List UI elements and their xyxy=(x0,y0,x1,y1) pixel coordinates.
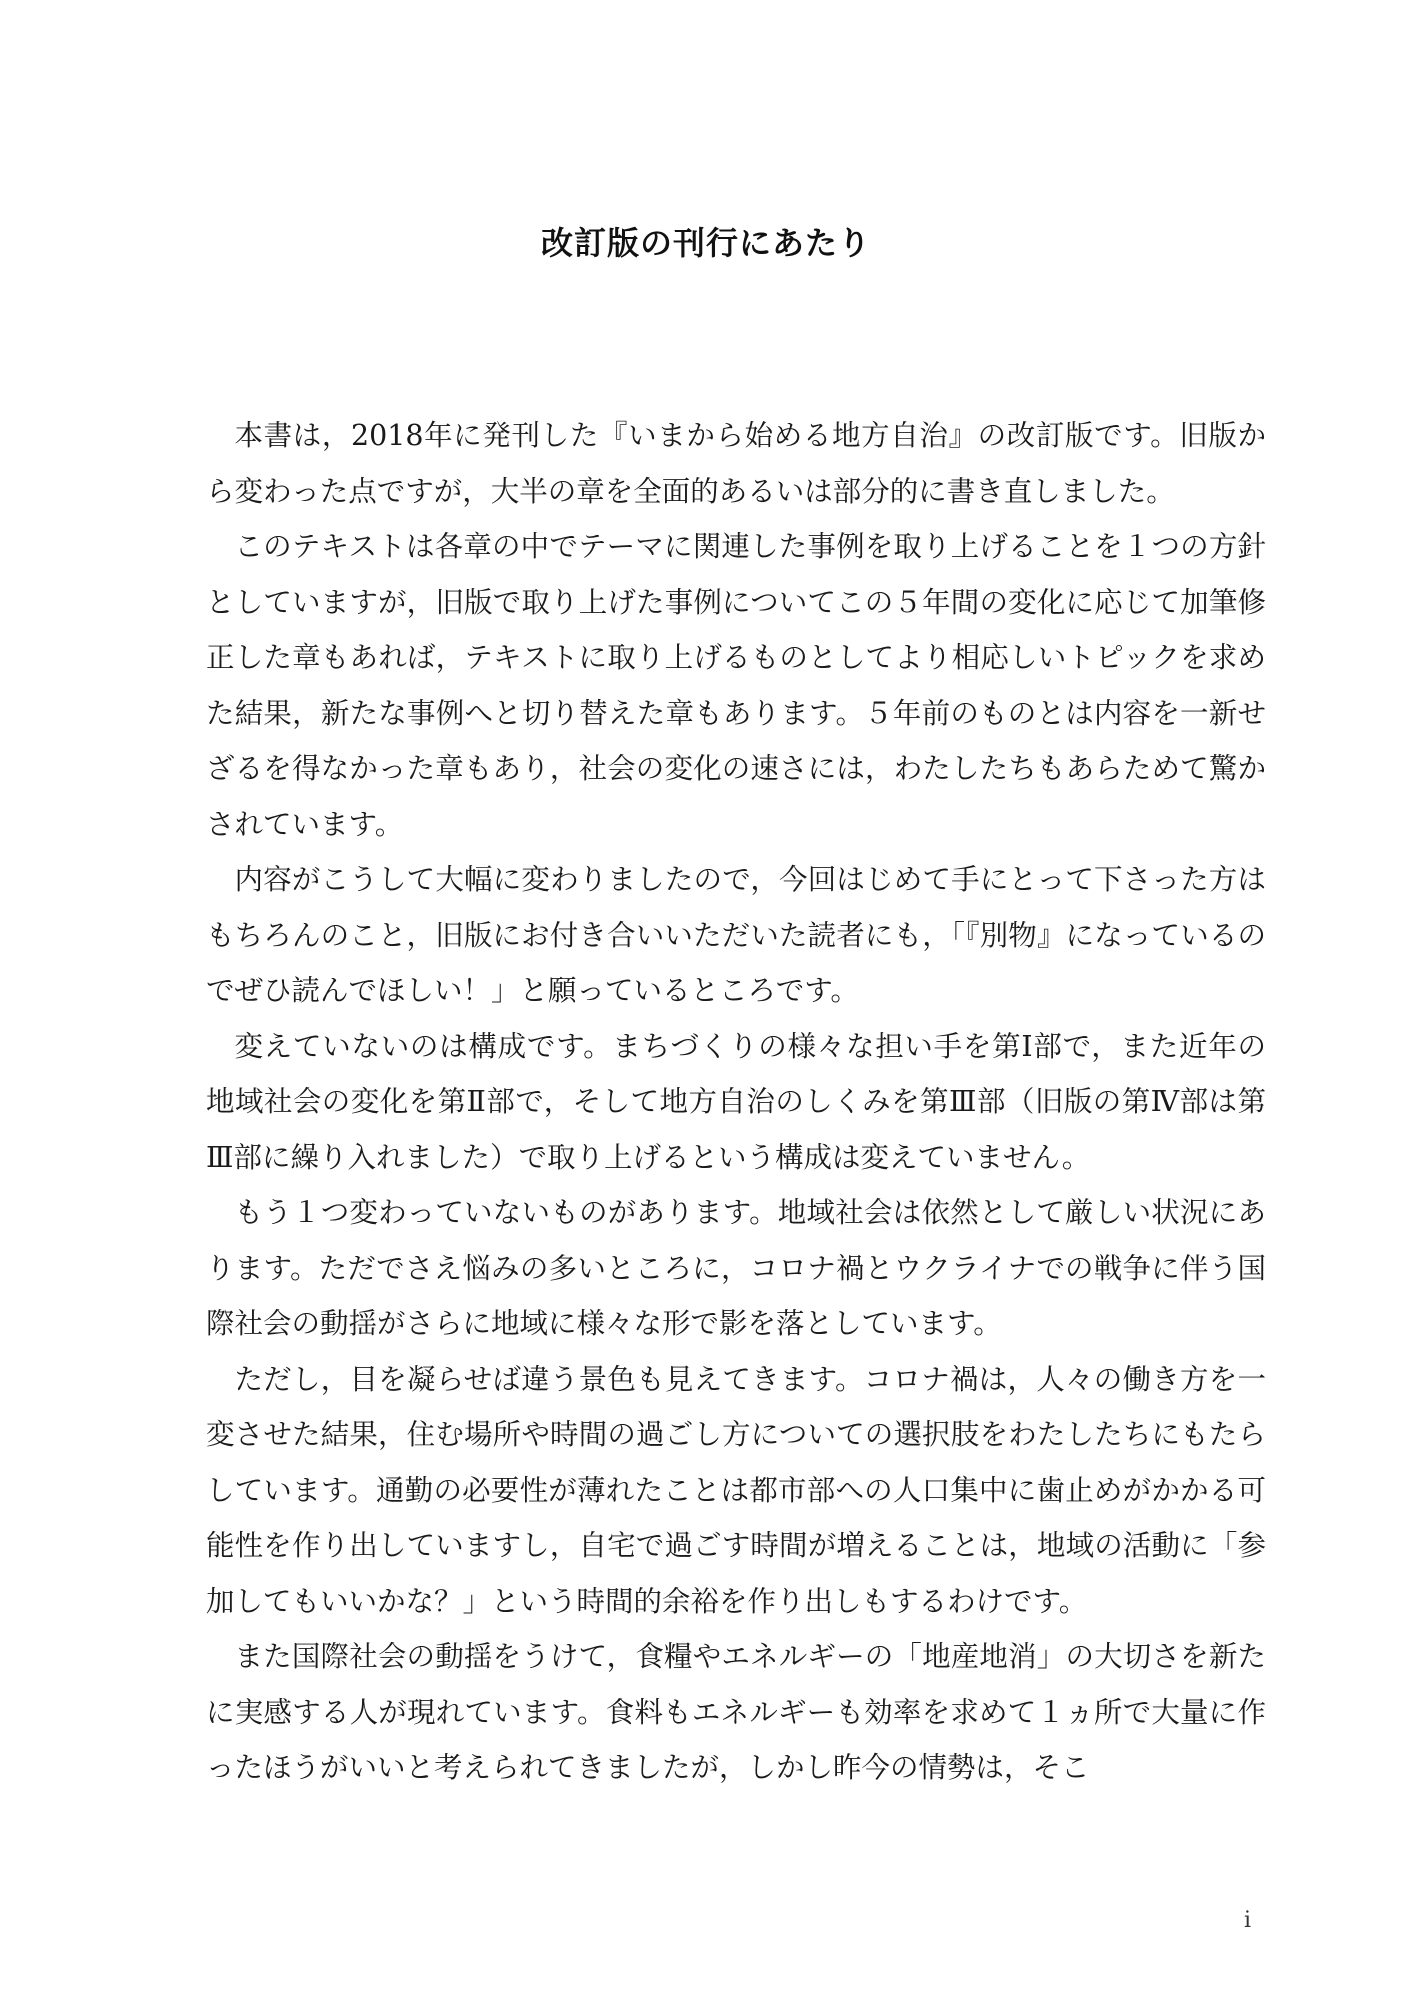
page-number: i xyxy=(1244,1908,1252,1933)
paragraph: このテキストは各章の中でテーマに関連した事例を取り上げることを１つの方針としていますが，旧版で取り上げた事例についてこの５年間の変化に応じて加筆修正した章もあれば，テキストに取り上げるものとしてより相応しいトピックを求めた結果，新たな事例へと切り替えた章もあります。５年前のものとは内容を一新せざるを得なかった章もあり，社会の変化の速さには，わたしたちもあらためて驚かされています。 xyxy=(206,530,1266,841)
paragraph: 内容がこうして大幅に変わりましたので，今回はじめて手にとって下さった方はもちろんのこと，旧版にお付き合いいただいた読者にも，「『別物』になっているのでぜひ読んでほしい！」と願っているところです。 xyxy=(206,863,1266,1007)
paragraph: もう１つ変わっていないものがあります。地域社会は依然として厳しい状況にあります。ただでさえ悩みの多いところに，コロナ禍とウクライナでの戦争に伴う国際社会の動揺がさらに地域に様々な形で影を落としています。 xyxy=(206,1196,1266,1340)
paragraph: 本書は，2018年に発刊した『いまから始める地方自治』の改訂版です。旧版から変わった点ですが，大半の章を全面的あるいは部分的に書き直しました。 xyxy=(206,419,1266,508)
paragraph: ただし，目を凝らせば違う景色も見えてきます。コロナ禍は，人々の働き方を一変させた結果，住む場所や時間の過ごし方についての選択肢をわたしたちにもたらしています。通勤の必要性が薄れたことは都市部への人口集中に歯止めがかかる可能性を作り出していますし，自宅で過ごす時間が増えることは，地域の活動に「参加してもいいかな？」という時間的余裕を作り出しもするわけです。 xyxy=(206,1362,1266,1618)
body-text xyxy=(206,408,1266,1796)
paragraph: また国際社会の動揺をうけて，食糧やエネルギーの「地産地消」の大切さを新たに実感する人が現れています。食料もエネルギーも効率を求めて１ヵ所で大量に作ったほうがいいと考えられてきましたが，しかし昨今の情勢は，そこ xyxy=(206,1640,1266,1784)
page-title: 改訂版の刊行にあたり xyxy=(540,224,871,262)
paragraph: 変えていないのは構成です。まちづくりの様々な担い手を第Ⅰ部で，また近年の地域社会の変化を第Ⅱ部で，そして地方自治のしくみを第Ⅲ部（旧版の第Ⅳ部は第Ⅲ部に繰り入れました）で取り上げるという構成は変えていません。 xyxy=(206,1029,1266,1174)
